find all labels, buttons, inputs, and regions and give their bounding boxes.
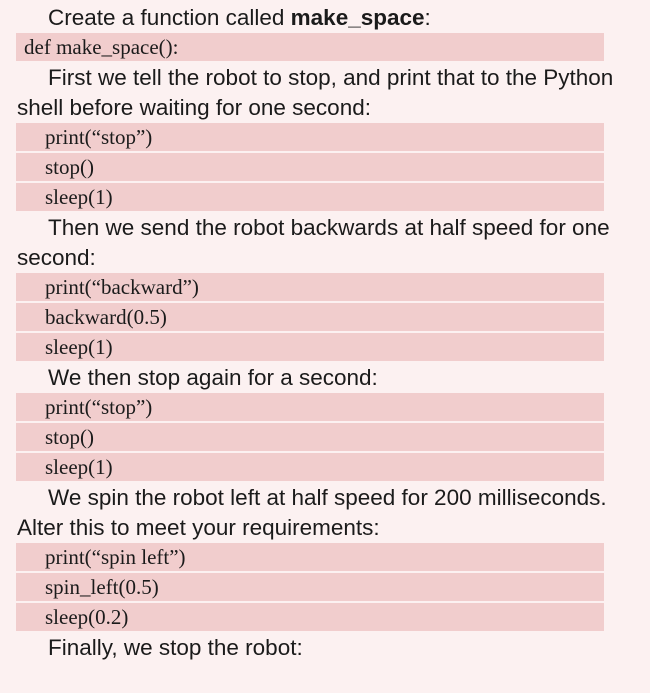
function-name: make_space: [290, 5, 425, 30]
code-block-def: [0, 33, 650, 61]
code-line: stop(): [16, 153, 604, 181]
paragraph-spin: We spin the robot left at half speed for 200 milliseconds. Alter this to meet your requirements:: [17, 485, 607, 540]
code-line: print(“spin left”): [16, 543, 604, 571]
intro-text: Create a function called: [48, 5, 291, 30]
code-line: backward(0.5): [16, 303, 604, 331]
code-line: sleep(1): [16, 453, 604, 481]
paragraph-final: Finally, we stop the robot:: [48, 635, 303, 660]
intro-paragraph: [0, 3, 650, 33]
intro-colon: :: [424, 5, 431, 30]
paragraph-stop: First we tell the robot to stop, and print that to the Python shell before waiting for one second:: [17, 65, 614, 120]
paragraph-stop-again: We then stop again for a second:: [48, 365, 378, 390]
code-block-stop: [0, 123, 650, 211]
code-block-backward: [0, 273, 650, 361]
code-line: print(“stop”): [16, 123, 604, 151]
code-line: print(“stop”): [16, 393, 604, 421]
code-line: stop(): [16, 423, 604, 451]
code-line: print(“backward”): [16, 273, 604, 301]
paragraph-backward: Then we send the robot backwards at half speed for one second:: [17, 215, 610, 270]
code-line: sleep(1): [16, 183, 604, 211]
code-line-def: def make_space():: [16, 33, 604, 61]
code-line: sleep(0.2): [16, 603, 604, 631]
code-block-spin: [0, 543, 650, 631]
code-line: sleep(1): [16, 333, 604, 361]
code-line: spin_left(0.5): [16, 573, 604, 601]
code-block-stop-again: [0, 393, 650, 481]
